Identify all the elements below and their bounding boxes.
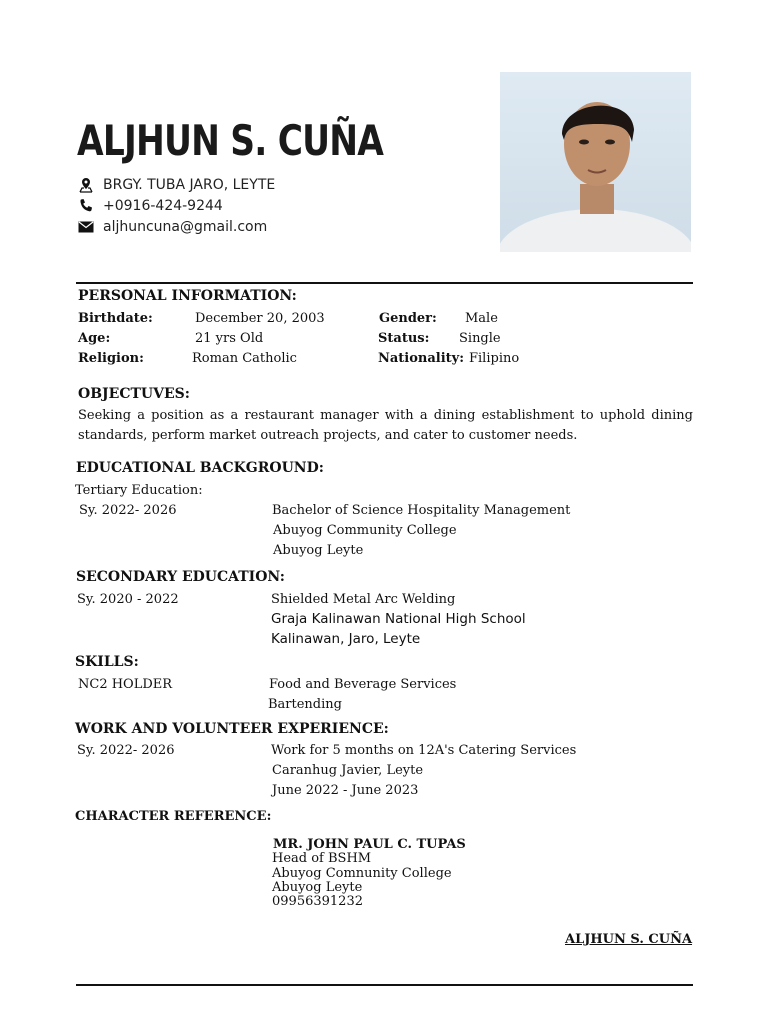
secondary-strand: Shielded Metal Arc Welding (271, 592, 456, 607)
personal-info-heading: PERSONAL INFORMATION: (78, 288, 297, 304)
address-line (77, 177, 275, 193)
skill-item: Bartending (268, 697, 342, 712)
work-heading: WORK AND VOLUNTEER EXPERIENCE: (75, 721, 389, 737)
phone-text: +0916-424-9244 (103, 198, 223, 214)
address-text: BRGY. TUBA JARO, LEYTE (103, 177, 276, 193)
work-sy: Sy. 2022- 2026 (77, 743, 175, 758)
tertiary-place: Abuyog Leyte (273, 543, 364, 558)
objectives-text: Seeking a position as a restaurant manager with a dining establishment to uphold dining standards, perform market outreach projects, and cater to customer needs. (78, 408, 693, 443)
location-pin-icon (77, 177, 95, 193)
secondary-heading: SECONDARY EDUCATION: (76, 569, 285, 585)
tertiary-label: Tertiary Education: (75, 483, 203, 498)
applicant-name: ALJHUN S. CUÑA (77, 116, 384, 165)
skill-item: Food and Beverage Services (269, 677, 457, 692)
work-title: Work for 5 months on 12A's Catering Services (271, 743, 577, 758)
phone-icon (77, 198, 95, 214)
signature-name: ALJHUN S. CUÑA (565, 932, 693, 947)
nationality-value: Filipino (469, 351, 520, 366)
religion-value: Roman Catholic (192, 351, 297, 366)
religion-label: Religion: (78, 351, 144, 366)
education-heading: EDUCATIONAL BACKGROUND: (76, 460, 324, 476)
skills-cert: NC2 HOLDER (78, 677, 173, 692)
status-value: Single (459, 331, 501, 346)
profile-photo (500, 72, 691, 252)
work-period: June 2022 - June 2023 (272, 783, 419, 798)
birthdate-value: December 20, 2003 (195, 311, 325, 326)
reference-place: Abuyog Leyte (272, 880, 363, 895)
reference-school: Abuyog Comnunity College (272, 866, 452, 881)
nationality-label: Nationality: (378, 351, 465, 366)
bottom-divider (76, 984, 693, 986)
envelope-icon (77, 219, 95, 235)
gender-label: Gender: (379, 311, 437, 326)
work-place: Caranhug Javier, Leyte (272, 763, 424, 778)
secondary-school: Graja Kalinawan National High School (271, 611, 526, 627)
objectives-heading: OBJECTUVES: (78, 386, 190, 402)
reference-phone: 09956391232 (272, 894, 363, 909)
reference-position: Head of BSHM (272, 851, 372, 866)
top-divider (76, 282, 693, 284)
secondary-place: Kalinawan, Jaro, Leyte (271, 631, 421, 647)
tertiary-school: Abuyog Community College (273, 523, 457, 538)
age-label: Age: (78, 331, 111, 346)
email-text: aljhuncuna@gmail.com (103, 219, 268, 235)
gender-value: Male (465, 311, 498, 326)
reference-heading: CHARACTER REFERENCE: (75, 809, 272, 824)
skills-heading: SKILLS: (75, 654, 139, 670)
age-value: 21 yrs Old (195, 331, 264, 346)
secondary-sy: Sy. 2020 - 2022 (77, 592, 179, 607)
reference-name: MR. JOHN PAUL C. TUPAS (273, 837, 466, 852)
status-label: Status: (378, 331, 430, 346)
tertiary-course: Bachelor of Science Hospitality Management (272, 503, 571, 518)
birthdate-label: Birthdate: (78, 311, 153, 326)
tertiary-sy: Sy. 2022- 2026 (79, 503, 177, 518)
phone-line (77, 198, 223, 214)
email-line (77, 219, 267, 235)
